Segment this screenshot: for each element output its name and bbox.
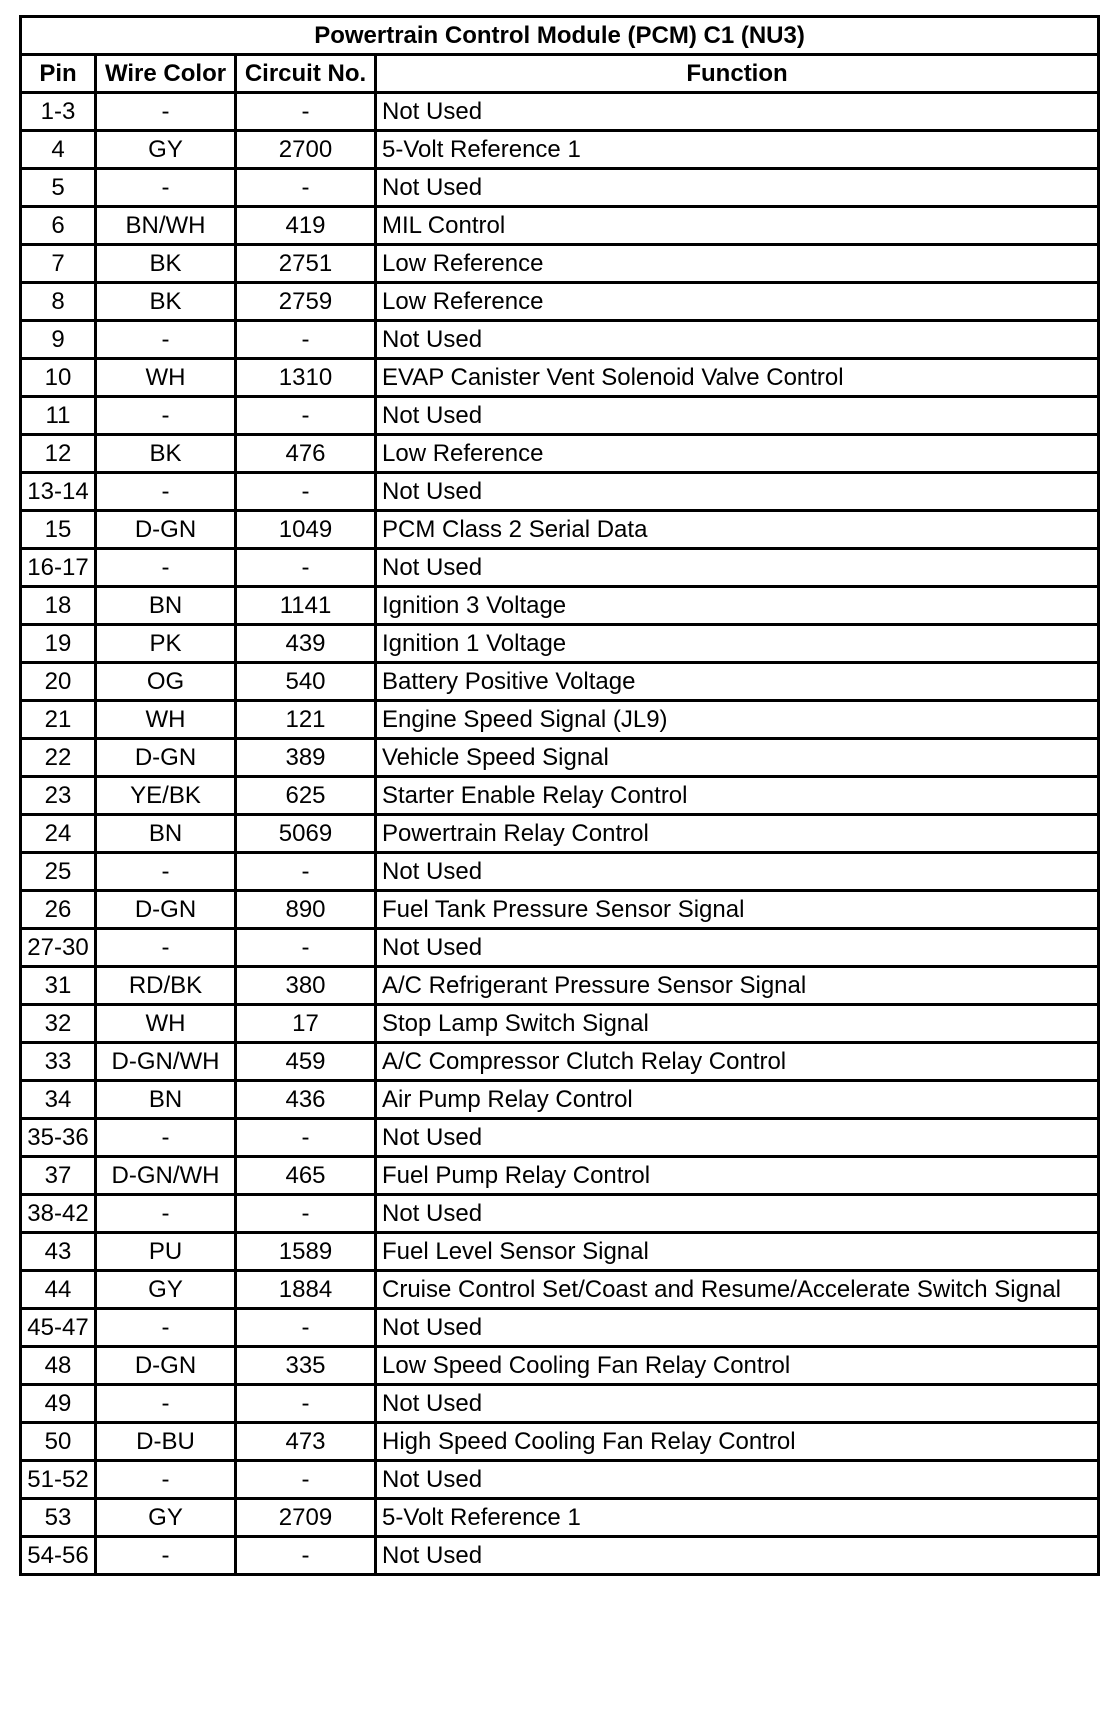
- wire-color-cell: -: [96, 397, 236, 435]
- function-cell: Stop Lamp Switch Signal: [376, 1005, 1099, 1043]
- function-cell: Not Used: [376, 929, 1099, 967]
- wire-color-cell: -: [96, 853, 236, 891]
- pin-cell: 54-56: [21, 1537, 96, 1575]
- pin-cell: 25: [21, 853, 96, 891]
- pin-cell: 1-3: [21, 93, 96, 131]
- circuit-cell: -: [236, 549, 376, 587]
- table-header-row: [21, 55, 1099, 93]
- pin-cell: 8: [21, 283, 96, 321]
- circuit-cell: -: [236, 1309, 376, 1347]
- function-cell: Not Used: [376, 397, 1099, 435]
- pin-cell: 9: [21, 321, 96, 359]
- function-cell: A/C Compressor Clutch Relay Control: [376, 1043, 1099, 1081]
- function-cell: Not Used: [376, 473, 1099, 511]
- table-title-row: [21, 17, 1099, 55]
- wire-color-cell: -: [96, 1461, 236, 1499]
- table-row: [21, 473, 1099, 511]
- table-row: [21, 1081, 1099, 1119]
- function-cell: Engine Speed Signal (JL9): [376, 701, 1099, 739]
- function-cell: Not Used: [376, 549, 1099, 587]
- circuit-cell: 380: [236, 967, 376, 1005]
- function-cell: Fuel Tank Pressure Sensor Signal: [376, 891, 1099, 929]
- pin-cell: 19: [21, 625, 96, 663]
- table-row: [21, 1347, 1099, 1385]
- wire-color-cell: D-GN: [96, 511, 236, 549]
- table-row: [21, 1423, 1099, 1461]
- function-cell: Vehicle Speed Signal: [376, 739, 1099, 777]
- circuit-cell: -: [236, 1537, 376, 1575]
- column-header-function: Function: [376, 55, 1099, 93]
- table-row: [21, 1499, 1099, 1537]
- wire-color-cell: WH: [96, 359, 236, 397]
- wire-color-cell: -: [96, 1537, 236, 1575]
- wire-color-cell: D-BU: [96, 1423, 236, 1461]
- function-cell: A/C Refrigerant Pressure Sensor Signal: [376, 967, 1099, 1005]
- pin-cell: 5: [21, 169, 96, 207]
- column-header-circuit: Circuit No.: [236, 55, 376, 93]
- pin-cell: 10: [21, 359, 96, 397]
- circuit-cell: 476: [236, 435, 376, 473]
- function-cell: Not Used: [376, 1119, 1099, 1157]
- pin-cell: 20: [21, 663, 96, 701]
- function-cell: Not Used: [376, 1385, 1099, 1423]
- pin-cell: 37: [21, 1157, 96, 1195]
- table-row: [21, 739, 1099, 777]
- table-row: [21, 587, 1099, 625]
- table-body: [21, 93, 1099, 1575]
- table-row: [21, 1385, 1099, 1423]
- circuit-cell: -: [236, 169, 376, 207]
- function-cell: Ignition 3 Voltage: [376, 587, 1099, 625]
- table-row: [21, 93, 1099, 131]
- circuit-cell: -: [236, 473, 376, 511]
- pin-cell: 7: [21, 245, 96, 283]
- pcm-connector-table: [19, 15, 1100, 1576]
- wire-color-cell: GY: [96, 1271, 236, 1309]
- pin-cell: 31: [21, 967, 96, 1005]
- function-cell: Low Speed Cooling Fan Relay Control: [376, 1347, 1099, 1385]
- pin-cell: 43: [21, 1233, 96, 1271]
- circuit-cell: 1049: [236, 511, 376, 549]
- pin-cell: 33: [21, 1043, 96, 1081]
- function-cell: Low Reference: [376, 283, 1099, 321]
- pin-cell: 35-36: [21, 1119, 96, 1157]
- circuit-cell: -: [236, 1461, 376, 1499]
- wire-color-cell: BK: [96, 435, 236, 473]
- pin-cell: 11: [21, 397, 96, 435]
- wire-color-cell: D-GN: [96, 891, 236, 929]
- wire-color-cell: BN: [96, 815, 236, 853]
- wire-color-cell: BN: [96, 1081, 236, 1119]
- wire-color-cell: -: [96, 93, 236, 131]
- wire-color-cell: YE/BK: [96, 777, 236, 815]
- function-cell: Not Used: [376, 1537, 1099, 1575]
- circuit-cell: 2751: [236, 245, 376, 283]
- table-row: [21, 397, 1099, 435]
- table-row: [21, 245, 1099, 283]
- function-cell: Cruise Control Set/Coast and Resume/Accelerate Switch Signal: [376, 1271, 1099, 1309]
- table-row: [21, 701, 1099, 739]
- wire-color-cell: BK: [96, 283, 236, 321]
- table-row: [21, 853, 1099, 891]
- wire-color-cell: WH: [96, 701, 236, 739]
- table-row: [21, 549, 1099, 587]
- table-row: [21, 1157, 1099, 1195]
- pin-cell: 26: [21, 891, 96, 929]
- pin-cell: 51-52: [21, 1461, 96, 1499]
- wire-color-cell: BN: [96, 587, 236, 625]
- wire-color-cell: BK: [96, 245, 236, 283]
- function-cell: High Speed Cooling Fan Relay Control: [376, 1423, 1099, 1461]
- table-row: [21, 283, 1099, 321]
- function-cell: PCM Class 2 Serial Data: [376, 511, 1099, 549]
- function-cell: 5-Volt Reference 1: [376, 1499, 1099, 1537]
- table-row: [21, 1309, 1099, 1347]
- wire-color-cell: -: [96, 929, 236, 967]
- table-row: [21, 435, 1099, 473]
- function-cell: Ignition 1 Voltage: [376, 625, 1099, 663]
- function-cell: Not Used: [376, 169, 1099, 207]
- column-header-wire-color: Wire Color: [96, 55, 236, 93]
- pin-cell: 13-14: [21, 473, 96, 511]
- circuit-cell: 5069: [236, 815, 376, 853]
- function-cell: Not Used: [376, 1309, 1099, 1347]
- circuit-cell: 540: [236, 663, 376, 701]
- table-row: [21, 815, 1099, 853]
- circuit-cell: 419: [236, 207, 376, 245]
- circuit-cell: 2709: [236, 1499, 376, 1537]
- function-cell: Not Used: [376, 321, 1099, 359]
- wire-color-cell: -: [96, 1385, 236, 1423]
- table-row: [21, 1271, 1099, 1309]
- function-cell: 5-Volt Reference 1: [376, 131, 1099, 169]
- circuit-cell: -: [236, 929, 376, 967]
- circuit-cell: 439: [236, 625, 376, 663]
- circuit-cell: 1310: [236, 359, 376, 397]
- pin-cell: 24: [21, 815, 96, 853]
- function-cell: Fuel Pump Relay Control: [376, 1157, 1099, 1195]
- function-cell: Not Used: [376, 1461, 1099, 1499]
- wire-color-cell: -: [96, 169, 236, 207]
- circuit-cell: -: [236, 93, 376, 131]
- pin-cell: 38-42: [21, 1195, 96, 1233]
- circuit-cell: 1589: [236, 1233, 376, 1271]
- function-cell: Not Used: [376, 1195, 1099, 1233]
- pin-cell: 18: [21, 587, 96, 625]
- circuit-cell: 473: [236, 1423, 376, 1461]
- circuit-cell: 890: [236, 891, 376, 929]
- wire-color-cell: PK: [96, 625, 236, 663]
- function-cell: Not Used: [376, 853, 1099, 891]
- circuit-cell: 121: [236, 701, 376, 739]
- table-row: [21, 625, 1099, 663]
- pin-cell: 53: [21, 1499, 96, 1537]
- pin-cell: 45-47: [21, 1309, 96, 1347]
- table-row: [21, 1233, 1099, 1271]
- function-cell: Not Used: [376, 93, 1099, 131]
- function-cell: Air Pump Relay Control: [376, 1081, 1099, 1119]
- pin-cell: 16-17: [21, 549, 96, 587]
- wire-color-cell: -: [96, 1119, 236, 1157]
- table-row: [21, 1119, 1099, 1157]
- pin-cell: 4: [21, 131, 96, 169]
- table-row: [21, 207, 1099, 245]
- table-row: [21, 321, 1099, 359]
- circuit-cell: 436: [236, 1081, 376, 1119]
- pin-cell: 44: [21, 1271, 96, 1309]
- table-row: [21, 169, 1099, 207]
- wire-color-cell: -: [96, 321, 236, 359]
- table-row: [21, 1005, 1099, 1043]
- column-header-pin: Pin: [21, 55, 96, 93]
- wire-color-cell: -: [96, 549, 236, 587]
- table-row: [21, 929, 1099, 967]
- pin-cell: 49: [21, 1385, 96, 1423]
- circuit-cell: -: [236, 321, 376, 359]
- table-row: [21, 967, 1099, 1005]
- pin-cell: 34: [21, 1081, 96, 1119]
- function-cell: Low Reference: [376, 245, 1099, 283]
- circuit-cell: -: [236, 1119, 376, 1157]
- table-row: [21, 511, 1099, 549]
- function-cell: Powertrain Relay Control: [376, 815, 1099, 853]
- circuit-cell: -: [236, 397, 376, 435]
- table-row: [21, 1195, 1099, 1233]
- wire-color-cell: -: [96, 473, 236, 511]
- circuit-cell: 335: [236, 1347, 376, 1385]
- table-row: [21, 131, 1099, 169]
- circuit-cell: 2759: [236, 283, 376, 321]
- circuit-cell: -: [236, 1385, 376, 1423]
- function-cell: EVAP Canister Vent Solenoid Valve Control: [376, 359, 1099, 397]
- table-row: [21, 359, 1099, 397]
- function-cell: Battery Positive Voltage: [376, 663, 1099, 701]
- table-row: [21, 1537, 1099, 1575]
- table-row: [21, 1043, 1099, 1081]
- function-cell: Low Reference: [376, 435, 1099, 473]
- circuit-cell: -: [236, 853, 376, 891]
- wire-color-cell: GY: [96, 1499, 236, 1537]
- function-cell: MIL Control: [376, 207, 1099, 245]
- pin-cell: 21: [21, 701, 96, 739]
- table-title: Powertrain Control Module (PCM) C1 (NU3): [21, 17, 1099, 55]
- function-cell: Starter Enable Relay Control: [376, 777, 1099, 815]
- wire-color-cell: D-GN: [96, 1347, 236, 1385]
- wire-color-cell: -: [96, 1195, 236, 1233]
- wire-color-cell: BN/WH: [96, 207, 236, 245]
- function-cell: Fuel Level Sensor Signal: [376, 1233, 1099, 1271]
- wire-color-cell: PU: [96, 1233, 236, 1271]
- pin-cell: 12: [21, 435, 96, 473]
- pin-cell: 22: [21, 739, 96, 777]
- circuit-cell: 389: [236, 739, 376, 777]
- wire-color-cell: OG: [96, 663, 236, 701]
- pin-cell: 23: [21, 777, 96, 815]
- table-row: [21, 1461, 1099, 1499]
- circuit-cell: -: [236, 1195, 376, 1233]
- wire-color-cell: D-GN/WH: [96, 1043, 236, 1081]
- pin-cell: 6: [21, 207, 96, 245]
- table-row: [21, 891, 1099, 929]
- circuit-cell: 1884: [236, 1271, 376, 1309]
- circuit-cell: 625: [236, 777, 376, 815]
- pin-cell: 50: [21, 1423, 96, 1461]
- pin-cell: 32: [21, 1005, 96, 1043]
- wire-color-cell: D-GN: [96, 739, 236, 777]
- wire-color-cell: -: [96, 1309, 236, 1347]
- pin-cell: 27-30: [21, 929, 96, 967]
- wire-color-cell: D-GN/WH: [96, 1157, 236, 1195]
- table-row: [21, 777, 1099, 815]
- circuit-cell: 17: [236, 1005, 376, 1043]
- wire-color-cell: WH: [96, 1005, 236, 1043]
- table-row: [21, 663, 1099, 701]
- circuit-cell: 459: [236, 1043, 376, 1081]
- circuit-cell: 1141: [236, 587, 376, 625]
- pin-cell: 48: [21, 1347, 96, 1385]
- wire-color-cell: RD/BK: [96, 967, 236, 1005]
- circuit-cell: 465: [236, 1157, 376, 1195]
- circuit-cell: 2700: [236, 131, 376, 169]
- wire-color-cell: GY: [96, 131, 236, 169]
- pin-cell: 15: [21, 511, 96, 549]
